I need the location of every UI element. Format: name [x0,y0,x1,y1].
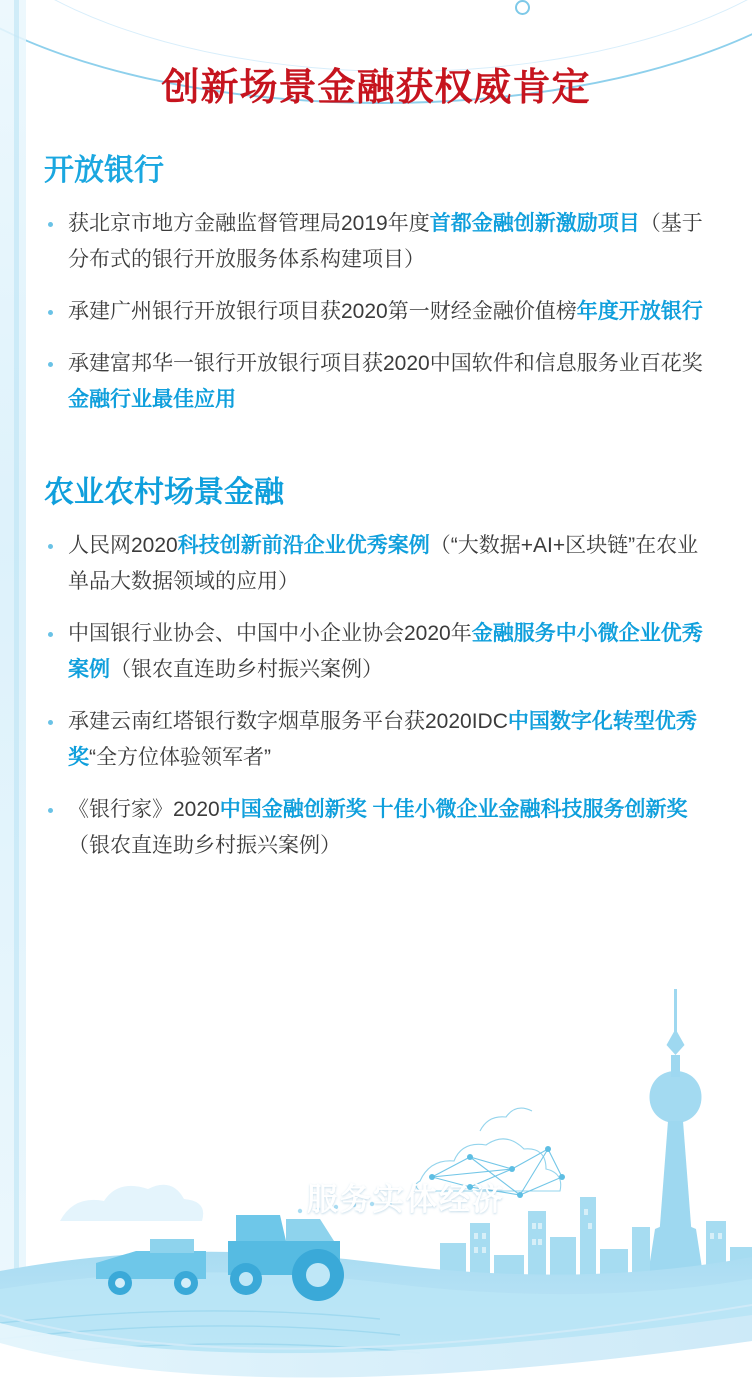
text-run: “全方位体验领军者” [89,746,271,769]
section-agriculture-finance [0,470,752,864]
section-open-banking [0,148,752,418]
text-run: （“大数据+AI+区块链”在农业单品大数据领域的应用） [68,534,699,593]
footer-slogan: 服务实体经济 [307,1182,505,1217]
tv-tower-icon [647,989,704,1281]
highlight-run: 金融行业最佳应用 [68,388,236,411]
text-run: 承建云南红塔银行数字烟草服务平台获2020IDC [68,710,508,733]
text-run: （基于分布式的银行开放服务体系构建项目） [68,212,703,271]
bullet-list [44,206,704,418]
text-run: 中国银行业协会、中国中小企业协会2020年 [68,622,472,645]
section-title: 开放银行 [44,154,164,187]
top-circle-dot-icon [515,0,530,15]
list-item [44,704,704,776]
top-arc-line-secondary [0,0,752,72]
highlight-run: 金融服务中小微企业优秀案例 [68,622,703,681]
text-run: （银农直连助乡村振兴案例） [110,658,383,681]
text-run: （银农直连助乡村振兴案例） [68,834,341,857]
highlight-run: 中国金融创新奖 十佳小微企业金融科技服务创新奖 [219,798,688,821]
list-item [44,616,704,688]
highlight-run: 科技创新前沿企业优秀案例 [177,534,430,557]
list-item [44,294,704,330]
text-run: 人民网2020 [68,534,178,557]
list-item [44,528,704,600]
highlight-run: 年度开放银行 [576,300,703,323]
text-run: 承建广州银行开放银行项目获2020第一财经金融价值榜 [68,300,577,323]
section-title: 农业农村场景金融 [44,476,284,509]
list-item [44,206,704,278]
page-title: 创新场景金融获权威肯定 [161,67,591,109]
text-run: 获北京市地方金融监督管理局2019年度 [68,212,430,235]
text-run: 《银行家》2020 [68,798,220,821]
list-item [44,792,704,864]
bullet-list [44,528,704,864]
content [0,148,752,880]
highlight-run: 首都金融创新激励项目 [429,212,640,235]
highlight-run: 中国数字化转型优秀奖 [68,710,697,769]
list-item [44,346,704,418]
text-run: 承建富邦华一银行开放银行项目获2020中国软件和信息服务业百花奖 [68,352,703,375]
header [0,64,752,112]
